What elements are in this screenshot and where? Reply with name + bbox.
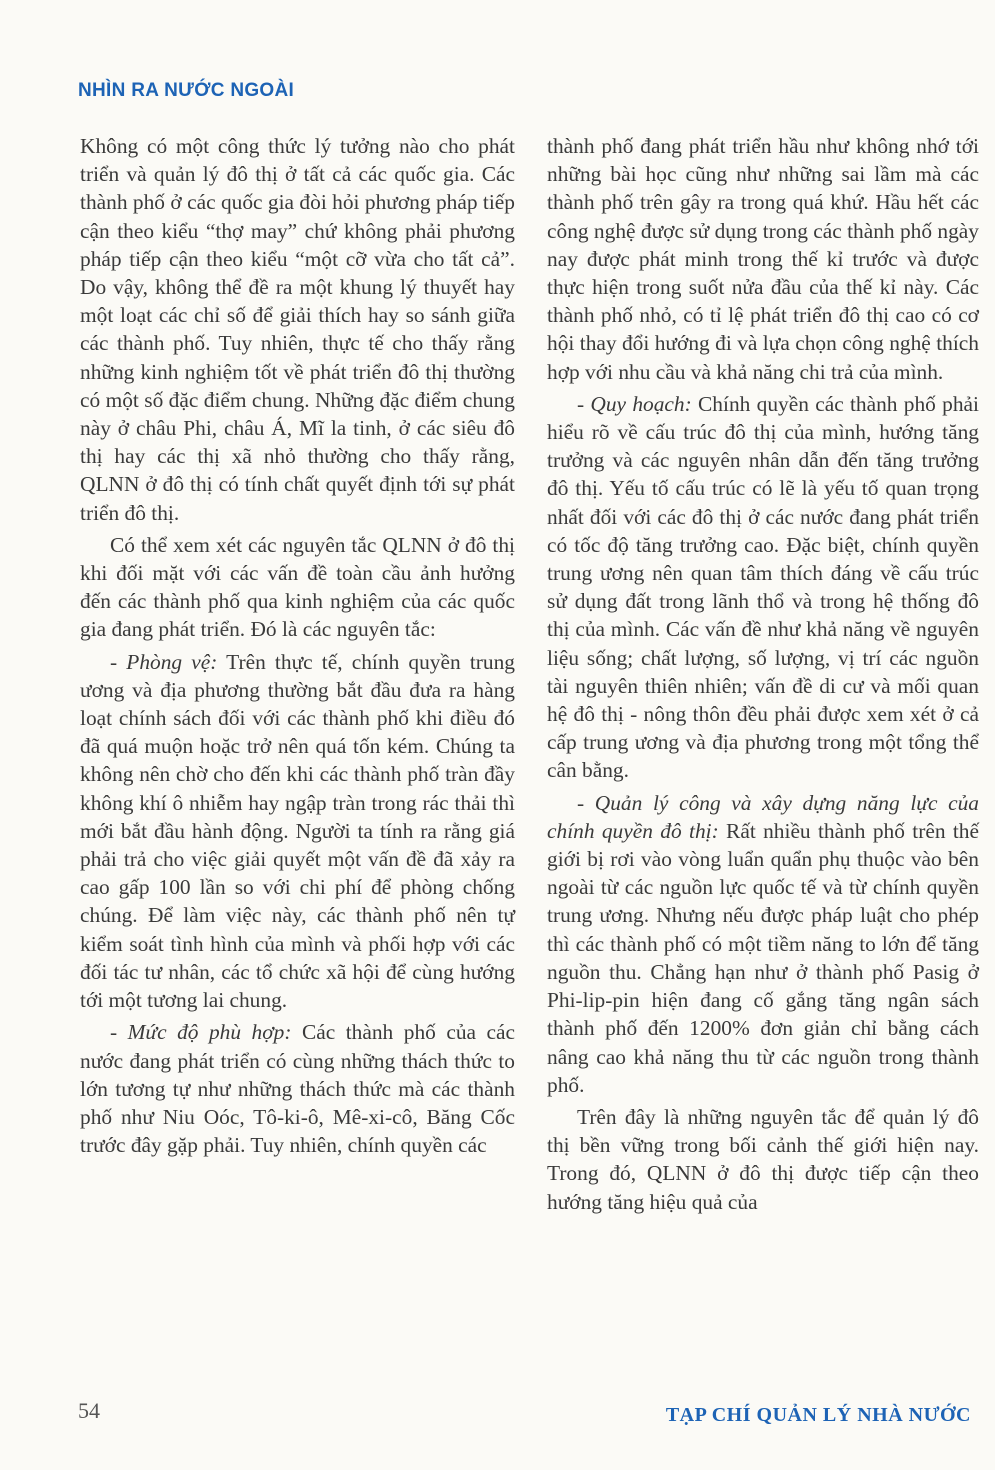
paragraph xyxy=(547,789,979,1099)
paragraph: Trên đây là những nguyên tắc để quản lý đô thị bền vững trong bối cảnh thế giới hiện nay. Trong đó, QLNN ở đô thị được tiếp cận theo hướng tăng hiệu quả của xyxy=(547,1104,979,1214)
principle-label: - Quản lý công và xây dựng năng lực của chính quyền đô thị: xyxy=(547,790,979,843)
paragraph-text: Chính quyền các thành phố phải hiểu rõ về cấu trúc đô thị của mình, hướng tăng trưởng và các nguyên nhân dẫn đến tăng trưởng đô thị. Yếu tố cấu trúc có lẽ là yếu tố quan trọng nhất đối với các đô thị ở các nước đang phát triển có tốc độ tăng trưởng cao. Đặc biệt, chính quyền trung ương nên quan tâm thích đáng về cấu trúc sử dụng đất trong lãnh thổ và trong hệ thống đô thị của mình. Các vấn đề như khả năng về nguyên liệu sống; chất lượng, số lượng, vị trí các nguồn tài nguyên thiên nhiên; vấn đề di cư và mối quan hệ đô thị - nông thôn đều phải được xem xét ở cả cấp trung ương và địa phương trong một tổng thể cân bằng. xyxy=(547,391,979,783)
paragraph: Không có một công thức lý tưởng nào cho phát triển và quản lý đô thị ở tất cả các quốc gia. Các thành phố ở các quốc gia đòi hỏi phương pháp tiếp cận theo kiểu “thợ may” chứ không phải phương pháp tiếp cận theo kiểu “một cỡ vừa cho tất cả”. Do vậy, không thể đề ra một khung lý thuyết hay một loạt các chỉ số để giải thích hay so sánh giữa các thành phố. Tuy nhiên, thực tế cho thấy rằng những kinh nghiệm tốt về phát triển đô thị thường có một số đặc điểm chung. Những đặc điểm chung này ở châu Phi, châu Á, Mĩ la tinh, ở các siêu đô thị hay các thị xã nhỏ thường cho thấy rằng, QLNN ở đô thị có tính chất quyết định tới sự phát triển đô thị. xyxy=(80,134,515,525)
principle-label: - Quy hoạch: xyxy=(577,391,692,416)
journal-name: TẠP CHÍ QUẢN LÝ NHÀ NƯỚC xyxy=(665,1404,971,1426)
paragraph-text: Rất nhiều thành phố trên thế giới bị rơi vào vòng luẩn quẩn phụ thuộc vào bên ngoài từ các nguồn lực quốc tế và từ chính quyền trung ương. Nhưng nếu được pháp luật cho phép thì các thành phố có một tiềm năng to lớn để tăng nguồn thu. Chẳng hạn như ở thành phố Pasig ở Phi-lip-pin hiện đang cố gắng tăng ngân sách thành phố đến 1200% đơn giản chỉ bằng cách nâng cao khả năng thu từ các nguồn trong thành phố. xyxy=(547,818,979,1097)
paragraph xyxy=(80,648,515,1015)
paragraph xyxy=(80,1018,515,1159)
paragraph: Có thể xem xét các nguyên tắc QLNN ở đô thị khi đối mặt với các vấn đề toàn cầu ảnh hưởng đến các thành phố qua kinh nghiệm của các quốc gia đang phát triển. Đó là các nguyên tắc: xyxy=(80,532,515,642)
page-number: 54 xyxy=(78,1398,100,1423)
right-column xyxy=(547,132,979,1220)
paragraph xyxy=(547,390,979,785)
principle-label: - Phòng vệ: xyxy=(110,649,218,674)
paragraph: thành phố đang phát triển hầu như không nhớ tới những bài học cũng như những sai lầm mà các thành phố trên gây ra trong quá khứ. Hầu hết các công nghệ được sử dụng trong các thành phố ngày nay được phát minh trong thế kỉ trước và được thực hiện trong suốt nửa đầu của thế kỉ này. Các thành phố nhỏ, có tỉ lệ phát triển đô thị cao có cơ hội thay đổi hướng đi và lựa chọn công nghệ thích hợp với nhu cầu và khả năng chi trả của mình. xyxy=(547,134,979,384)
paragraph-text: Trên thực tế, chính quyền trung ương và địa phương thường bắt đầu đưa ra hàng loạt chính sách đối với các thành phố khi điều đó đã quá muộn hoặc trở nên quá tốn kém. Chúng ta không nên chờ cho đến khi các thành phố tràn đầy không khí ô nhiễm hay ngập tràn trong rác thải thì mới bắt đầu hành động. Người ta tính ra rằng giá phải trả cho việc giải quyết một vấn đề đã xảy ra cao gấp 100 lần so với chi phí để phòng chống chúng. Để làm việc này, các thành phố nên tự kiểm soát tình hình của mình và phối hợp với các đối tác tư nhân, các tổ chức xã hội để cùng hướng tới một tương lai chung. xyxy=(80,649,515,1013)
paragraph-text: Các thành phố của các nước đang phát triển có cùng những thách thức to lớn tương tự như những thách thức mà các thành phố như Niu Oóc, Tô-ki-ô, Mê-xi-cô, Băng Cốc trước đây gặp phải. Tuy nhiên, chính quyền các xyxy=(80,1020,515,1158)
principle-label: - Mức độ phù hợp: xyxy=(110,1020,292,1045)
left-column xyxy=(80,132,515,1163)
section-label: NHÌN RA NƯỚC NGOÀI xyxy=(78,80,295,101)
